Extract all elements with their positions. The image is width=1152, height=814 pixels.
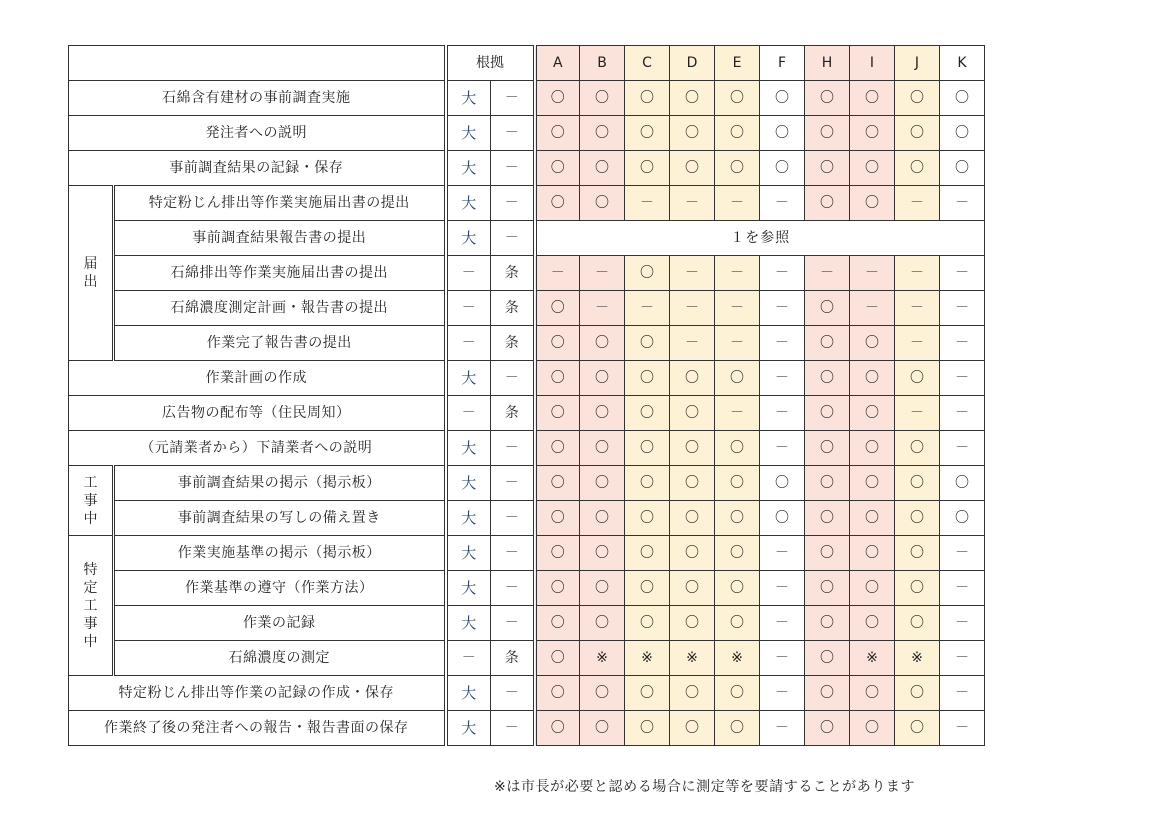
cell-c: 〇 (625, 676, 670, 711)
basis-air-pollution-act: 大 (446, 186, 491, 221)
item-label: 事前調査結果の記録・保存 (69, 151, 446, 186)
item-label: 石綿含有建材の事前調査実施 (69, 81, 446, 116)
cell-i: 〇 (850, 431, 895, 466)
cell-a: 〇 (535, 396, 580, 431)
cell-h: 〇 (805, 186, 850, 221)
cell-b: ※ (580, 641, 625, 676)
cell-b: 〇 (580, 396, 625, 431)
merged-reference-cell: １を参照 (535, 221, 985, 256)
table-row (69, 466, 985, 501)
item-label: 作業実施基準の掲示（掲示板） (114, 536, 446, 571)
cell-d: － (670, 186, 715, 221)
cell-a: 〇 (535, 676, 580, 711)
cell-f: － (760, 256, 805, 291)
cell-h: 〇 (805, 606, 850, 641)
basis-air-pollution-act: － (446, 291, 491, 326)
cell-k: 〇 (940, 116, 985, 151)
cell-f: － (760, 536, 805, 571)
group-label (69, 536, 114, 676)
column-header-i: I (850, 46, 895, 81)
cell-j: 〇 (895, 676, 940, 711)
basis-ordinance: － (491, 536, 535, 571)
table-row (69, 256, 985, 291)
item-label: 石綿濃度測定計画・報告書の提出 (114, 291, 446, 326)
table-row (69, 291, 985, 326)
cell-a: 〇 (535, 116, 580, 151)
cell-d: 〇 (670, 571, 715, 606)
header-blank-cell (69, 46, 446, 81)
basis-ordinance: － (491, 116, 535, 151)
cell-b: 〇 (580, 431, 625, 466)
basis-air-pollution-act: 大 (446, 606, 491, 641)
cell-b: 〇 (580, 676, 625, 711)
column-header-b: B (580, 46, 625, 81)
cell-a: 〇 (535, 711, 580, 746)
cell-e: 〇 (715, 536, 760, 571)
column-header-k: K (940, 46, 985, 81)
column-header-h: H (805, 46, 850, 81)
cell-i: 〇 (850, 466, 895, 501)
table-row (69, 81, 985, 116)
cell-i: 〇 (850, 361, 895, 396)
cell-c: 〇 (625, 431, 670, 466)
column-header-e: E (715, 46, 760, 81)
cell-j: － (895, 326, 940, 361)
cell-d: － (670, 256, 715, 291)
basis-ordinance: 条 (491, 641, 535, 676)
basis-air-pollution-act: － (446, 256, 491, 291)
cell-e: 〇 (715, 116, 760, 151)
item-label: 作業基準の遵守（作業方法） (114, 571, 446, 606)
item-label: 発注者への説明 (69, 116, 446, 151)
cell-e: 〇 (715, 606, 760, 641)
basis-air-pollution-act: 大 (446, 536, 491, 571)
cell-k: － (940, 396, 985, 431)
cell-c: － (625, 291, 670, 326)
cell-b: 〇 (580, 536, 625, 571)
cell-k: － (940, 571, 985, 606)
cell-k: － (940, 676, 985, 711)
basis-air-pollution-act: 大 (446, 676, 491, 711)
basis-air-pollution-act: － (446, 326, 491, 361)
cell-d: 〇 (670, 711, 715, 746)
group-label-text: 届出 (83, 256, 98, 290)
cell-h: 〇 (805, 291, 850, 326)
cell-j: － (895, 186, 940, 221)
cell-e: － (715, 256, 760, 291)
cell-a: 〇 (535, 641, 580, 676)
table-row (69, 536, 985, 571)
cell-f: 〇 (760, 81, 805, 116)
table-row (69, 116, 985, 151)
basis-air-pollution-act: 大 (446, 571, 491, 606)
item-label: 石綿濃度の測定 (114, 641, 446, 676)
cell-f: － (760, 431, 805, 466)
cell-f: － (760, 326, 805, 361)
cell-d: ※ (670, 641, 715, 676)
footnote: ※は市長が必要と認める場合に測定等を要請することがあります (494, 779, 916, 795)
cell-k: － (940, 606, 985, 641)
item-label: （元請業者から）下請業者への説明 (69, 431, 446, 466)
cell-j: － (895, 396, 940, 431)
cell-j: 〇 (895, 606, 940, 641)
cell-f: － (760, 676, 805, 711)
basis-air-pollution-act: 大 (446, 81, 491, 116)
cell-k: － (940, 291, 985, 326)
table-row (69, 151, 985, 186)
basis-air-pollution-act: 大 (446, 466, 491, 501)
cell-j: 〇 (895, 711, 940, 746)
cell-f: － (760, 711, 805, 746)
basis-ordinance: － (491, 571, 535, 606)
cell-i: 〇 (850, 186, 895, 221)
cell-k: － (940, 536, 985, 571)
cell-f: 〇 (760, 501, 805, 536)
cell-d: 〇 (670, 151, 715, 186)
cell-a: 〇 (535, 536, 580, 571)
basis-ordinance: － (491, 221, 535, 256)
cell-j: 〇 (895, 431, 940, 466)
asbestos-requirements-table (68, 45, 985, 746)
cell-f: 〇 (760, 151, 805, 186)
item-label: 作業の記録 (114, 606, 446, 641)
cell-j: 〇 (895, 361, 940, 396)
cell-i: 〇 (850, 326, 895, 361)
cell-f: 〇 (760, 466, 805, 501)
cell-h: 〇 (805, 641, 850, 676)
cell-f: － (760, 641, 805, 676)
group-label (69, 186, 114, 361)
item-label: 作業終了後の発注者への報告・報告書面の保存 (69, 711, 446, 746)
table-row (69, 606, 985, 641)
basis-ordinance: － (491, 501, 535, 536)
cell-h: 〇 (805, 711, 850, 746)
cell-b: － (580, 256, 625, 291)
cell-i: － (850, 291, 895, 326)
cell-f: － (760, 571, 805, 606)
item-label: 事前調査結果報告書の提出 (114, 221, 446, 256)
cell-k: 〇 (940, 501, 985, 536)
cell-k: － (940, 256, 985, 291)
item-label: 広告物の配布等（住民周知） (69, 396, 446, 431)
cell-h: 〇 (805, 81, 850, 116)
cell-a: 〇 (535, 186, 580, 221)
cell-c: 〇 (625, 116, 670, 151)
cell-c: 〇 (625, 606, 670, 641)
cell-k: － (940, 186, 985, 221)
group-label-text: 特定工事中 (83, 561, 98, 650)
cell-a: 〇 (535, 291, 580, 326)
cell-j: 〇 (895, 116, 940, 151)
cell-b: 〇 (580, 186, 625, 221)
cell-d: － (670, 291, 715, 326)
cell-j: 〇 (895, 571, 940, 606)
basis-ordinance: － (491, 431, 535, 466)
cell-j: － (895, 256, 940, 291)
cell-k: － (940, 326, 985, 361)
basis-air-pollution-act: 大 (446, 431, 491, 466)
basis-ordinance: － (491, 81, 535, 116)
cell-h: 〇 (805, 571, 850, 606)
cell-d: 〇 (670, 536, 715, 571)
cell-b: 〇 (580, 81, 625, 116)
basis-air-pollution-act: 大 (446, 151, 491, 186)
cell-h: 〇 (805, 536, 850, 571)
cell-j: 〇 (895, 466, 940, 501)
cell-i: 〇 (850, 606, 895, 641)
table-row (69, 361, 985, 396)
cell-d: 〇 (670, 81, 715, 116)
cell-h: 〇 (805, 151, 850, 186)
table-row (69, 641, 985, 676)
item-label: 特定粉じん排出等作業実施届出書の提出 (114, 186, 446, 221)
cell-c: 〇 (625, 711, 670, 746)
basis-ordinance: － (491, 676, 535, 711)
cell-i: ※ (850, 641, 895, 676)
basis-ordinance: － (491, 186, 535, 221)
basis-air-pollution-act: － (446, 641, 491, 676)
cell-k: 〇 (940, 466, 985, 501)
cell-e: 〇 (715, 501, 760, 536)
cell-f: － (760, 291, 805, 326)
basis-ordinance: － (491, 151, 535, 186)
cell-a: 〇 (535, 501, 580, 536)
cell-h: 〇 (805, 466, 850, 501)
item-label: 作業計画の作成 (69, 361, 446, 396)
cell-i: 〇 (850, 711, 895, 746)
cell-k: － (940, 641, 985, 676)
header-row (69, 46, 985, 81)
cell-a: 〇 (535, 606, 580, 641)
basis-ordinance: 条 (491, 326, 535, 361)
cell-e: 〇 (715, 466, 760, 501)
cell-a: 〇 (535, 361, 580, 396)
cell-i: 〇 (850, 536, 895, 571)
cell-c: － (625, 186, 670, 221)
group-label-text: 工事中 (83, 474, 98, 527)
cell-h: 〇 (805, 116, 850, 151)
cell-i: 〇 (850, 676, 895, 711)
cell-k: － (940, 711, 985, 746)
cell-b: 〇 (580, 151, 625, 186)
item-label: 石綿排出等作業実施届出書の提出 (114, 256, 446, 291)
cell-c: 〇 (625, 326, 670, 361)
table-row (69, 571, 985, 606)
cell-i: 〇 (850, 116, 895, 151)
cell-a: 〇 (535, 151, 580, 186)
cell-e: － (715, 291, 760, 326)
cell-c: 〇 (625, 256, 670, 291)
cell-f: － (760, 606, 805, 641)
cell-a: 〇 (535, 81, 580, 116)
cell-e: 〇 (715, 361, 760, 396)
cell-i: 〇 (850, 396, 895, 431)
cell-h: 〇 (805, 326, 850, 361)
cell-b: 〇 (580, 711, 625, 746)
cell-c: 〇 (625, 536, 670, 571)
table-row (69, 186, 985, 221)
cell-b: 〇 (580, 466, 625, 501)
cell-c: 〇 (625, 81, 670, 116)
table-row (69, 676, 985, 711)
cell-j: 〇 (895, 536, 940, 571)
cell-b: 〇 (580, 606, 625, 641)
cell-b: 〇 (580, 571, 625, 606)
header-basis: 根拠 (446, 46, 535, 81)
cell-a: 〇 (535, 571, 580, 606)
cell-d: 〇 (670, 606, 715, 641)
cell-d: 〇 (670, 501, 715, 536)
cell-i: － (850, 256, 895, 291)
cell-i: 〇 (850, 501, 895, 536)
item-label: 特定粉じん排出等作業の記録の作成・保存 (69, 676, 446, 711)
cell-b: － (580, 291, 625, 326)
cell-e: 〇 (715, 571, 760, 606)
table-row (69, 326, 985, 361)
cell-e: － (715, 396, 760, 431)
column-header-j: J (895, 46, 940, 81)
cell-f: － (760, 186, 805, 221)
basis-ordinance: 条 (491, 291, 535, 326)
cell-e: 〇 (715, 431, 760, 466)
cell-e: － (715, 186, 760, 221)
cell-d: － (670, 326, 715, 361)
cell-b: 〇 (580, 326, 625, 361)
basis-air-pollution-act: 大 (446, 116, 491, 151)
cell-d: 〇 (670, 431, 715, 466)
basis-air-pollution-act: 大 (446, 711, 491, 746)
cell-d: 〇 (670, 396, 715, 431)
cell-h: 〇 (805, 676, 850, 711)
cell-f: 〇 (760, 116, 805, 151)
cell-j: ※ (895, 641, 940, 676)
cell-j: 〇 (895, 81, 940, 116)
table-row (69, 431, 985, 466)
cell-c: 〇 (625, 466, 670, 501)
cell-b: 〇 (580, 116, 625, 151)
item-label: 事前調査結果の写しの備え置き (114, 501, 446, 536)
cell-c: 〇 (625, 151, 670, 186)
cell-e: 〇 (715, 81, 760, 116)
table-row (69, 711, 985, 746)
basis-ordinance: － (491, 466, 535, 501)
cell-k: 〇 (940, 81, 985, 116)
cell-c: 〇 (625, 396, 670, 431)
cell-j: － (895, 291, 940, 326)
cell-j: 〇 (895, 501, 940, 536)
column-header-c: C (625, 46, 670, 81)
cell-d: 〇 (670, 676, 715, 711)
cell-k: － (940, 361, 985, 396)
basis-ordinance: － (491, 606, 535, 641)
cell-d: 〇 (670, 466, 715, 501)
table-row (69, 221, 985, 256)
cell-b: 〇 (580, 361, 625, 396)
item-label: 事前調査結果の掲示（掲示板） (114, 466, 446, 501)
table-row (69, 396, 985, 431)
cell-d: 〇 (670, 361, 715, 396)
cell-h: 〇 (805, 361, 850, 396)
group-label (69, 466, 114, 536)
basis-ordinance: 条 (491, 396, 535, 431)
column-header-f: F (760, 46, 805, 81)
cell-f: － (760, 396, 805, 431)
cell-b: 〇 (580, 501, 625, 536)
cell-a: 〇 (535, 431, 580, 466)
cell-f: － (760, 361, 805, 396)
basis-air-pollution-act: 大 (446, 221, 491, 256)
basis-ordinance: 条 (491, 256, 535, 291)
cell-d: 〇 (670, 116, 715, 151)
basis-ordinance: － (491, 361, 535, 396)
basis-air-pollution-act: － (446, 396, 491, 431)
cell-e: － (715, 326, 760, 361)
basis-air-pollution-act: 大 (446, 361, 491, 396)
cell-c: ※ (625, 641, 670, 676)
cell-e: 〇 (715, 151, 760, 186)
column-header-a: A (535, 46, 580, 81)
cell-e: 〇 (715, 711, 760, 746)
cell-c: 〇 (625, 361, 670, 396)
cell-j: 〇 (895, 151, 940, 186)
cell-e: ※ (715, 641, 760, 676)
cell-c: 〇 (625, 571, 670, 606)
cell-i: 〇 (850, 151, 895, 186)
cell-i: 〇 (850, 81, 895, 116)
basis-air-pollution-act: 大 (446, 501, 491, 536)
cell-h: － (805, 256, 850, 291)
cell-a: 〇 (535, 326, 580, 361)
cell-h: 〇 (805, 431, 850, 466)
cell-a: 〇 (535, 466, 580, 501)
cell-h: 〇 (805, 396, 850, 431)
item-label: 作業完了報告書の提出 (114, 326, 446, 361)
cell-e: 〇 (715, 676, 760, 711)
cell-k: 〇 (940, 151, 985, 186)
cell-c: 〇 (625, 501, 670, 536)
cell-h: 〇 (805, 501, 850, 536)
cell-k: － (940, 431, 985, 466)
column-header-d: D (670, 46, 715, 81)
table-row (69, 501, 985, 536)
basis-ordinance: － (491, 711, 535, 746)
cell-a: － (535, 256, 580, 291)
cell-i: 〇 (850, 571, 895, 606)
